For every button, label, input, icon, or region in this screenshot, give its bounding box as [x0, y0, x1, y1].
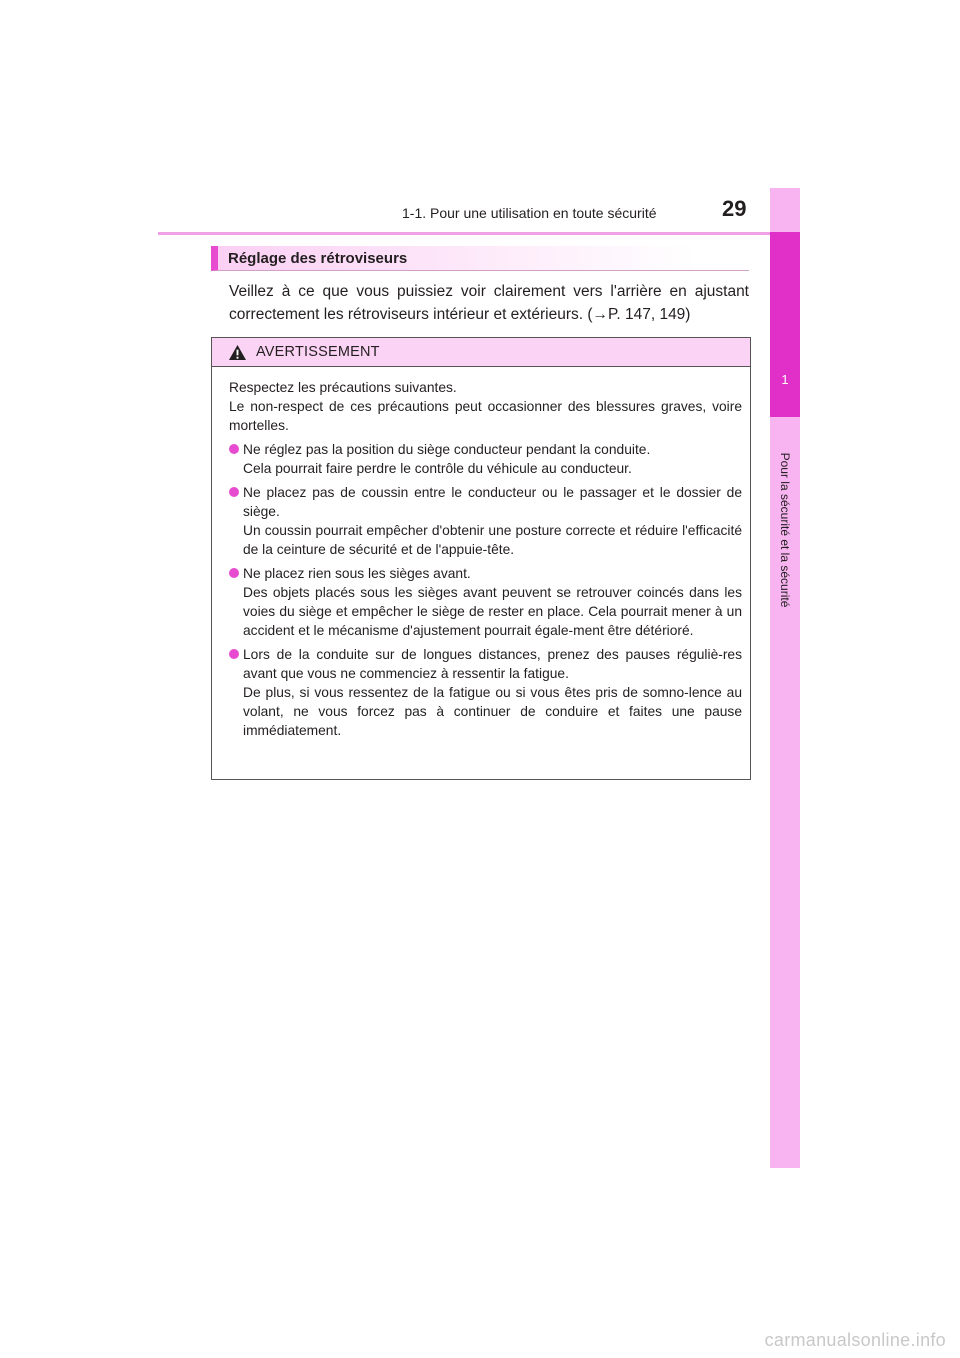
chapter-label: Pour la sécurité et la sécurité: [778, 452, 792, 608]
bullet-icon: [229, 649, 239, 659]
running-header: 1-1. Pour une utilisation en toute sécurité: [402, 205, 657, 221]
warning-header: [212, 338, 750, 367]
warning-item-title: Ne placez pas de coussin entre le conducteur ou le passager et le dossier de siège.: [243, 485, 742, 519]
section-heading-text: Réglage des rétroviseurs: [228, 250, 408, 267]
section-intro: Veillez à ce que vous puissiez voir clairement vers l'arrière en ajustant correctement les rétroviseurs intérieur et extérieurs. (→P. 147, 149): [229, 283, 749, 323]
bullet-icon: [229, 487, 239, 497]
page-number: 29: [722, 196, 747, 221]
warning-list-item: [229, 483, 742, 559]
bullet-icon: [229, 444, 239, 454]
warning-item-detail: De plus, si vous ressentez de la fatigue ou si vous êtes pris de somno-lence au volant, ne vous forcez pas à continuer de conduire et faites une pause immédiatement.: [243, 685, 742, 738]
warning-triangle-icon: [228, 344, 247, 361]
warning-list-item: [229, 645, 742, 740]
warning-item-title: Ne placez rien sous les sièges avant.: [243, 566, 471, 581]
warning-title: AVERTISSEMENT: [256, 344, 380, 360]
warning-item-detail: Cela pourrait faire perdre le contrôle du véhicule au conducteur.: [243, 461, 632, 476]
warning-intro-line2: Le non-respect de ces précautions peut occasionner des blessures graves, voire mortelles.: [229, 399, 742, 433]
bullet-icon: [229, 568, 239, 578]
watermark: carmanualsonline.info: [764, 1330, 946, 1350]
warning-item-title: Lors de la conduite sur de longues distances, prenez des pauses réguliè-res avant que vous ne commenciez à ressentir la fatigue.: [243, 647, 742, 681]
chapter-tab-active[interactable]: [770, 232, 800, 417]
warning-box: [211, 337, 751, 780]
header-rule: [158, 232, 800, 235]
warning-list-item: [229, 564, 742, 640]
chapter-number: 1: [781, 372, 789, 387]
warning-body: [212, 367, 750, 740]
warning-item-detail: Un coussin pourrait empêcher d'obtenir une posture correcte et réduire l'efficacité de la ceinture de sécurité et de l'appuie-tête.: [243, 523, 742, 557]
warning-list-item: [229, 440, 742, 478]
section-heading: [211, 246, 749, 271]
warning-item-title: Ne réglez pas la position du siège conducteur pendant la conduite.: [243, 442, 651, 457]
warning-item-detail: Des objets placés sous les sièges avant peuvent se retrouver coincés dans les voies du siège et empêcher le siège de rester en place. Cela pourrait mener à un accident et le mécanisme d'ajustement pourrait égale-ment être détérioré.: [243, 585, 742, 638]
warning-intro-line1: Respectez les précautions suivantes.: [229, 380, 457, 395]
